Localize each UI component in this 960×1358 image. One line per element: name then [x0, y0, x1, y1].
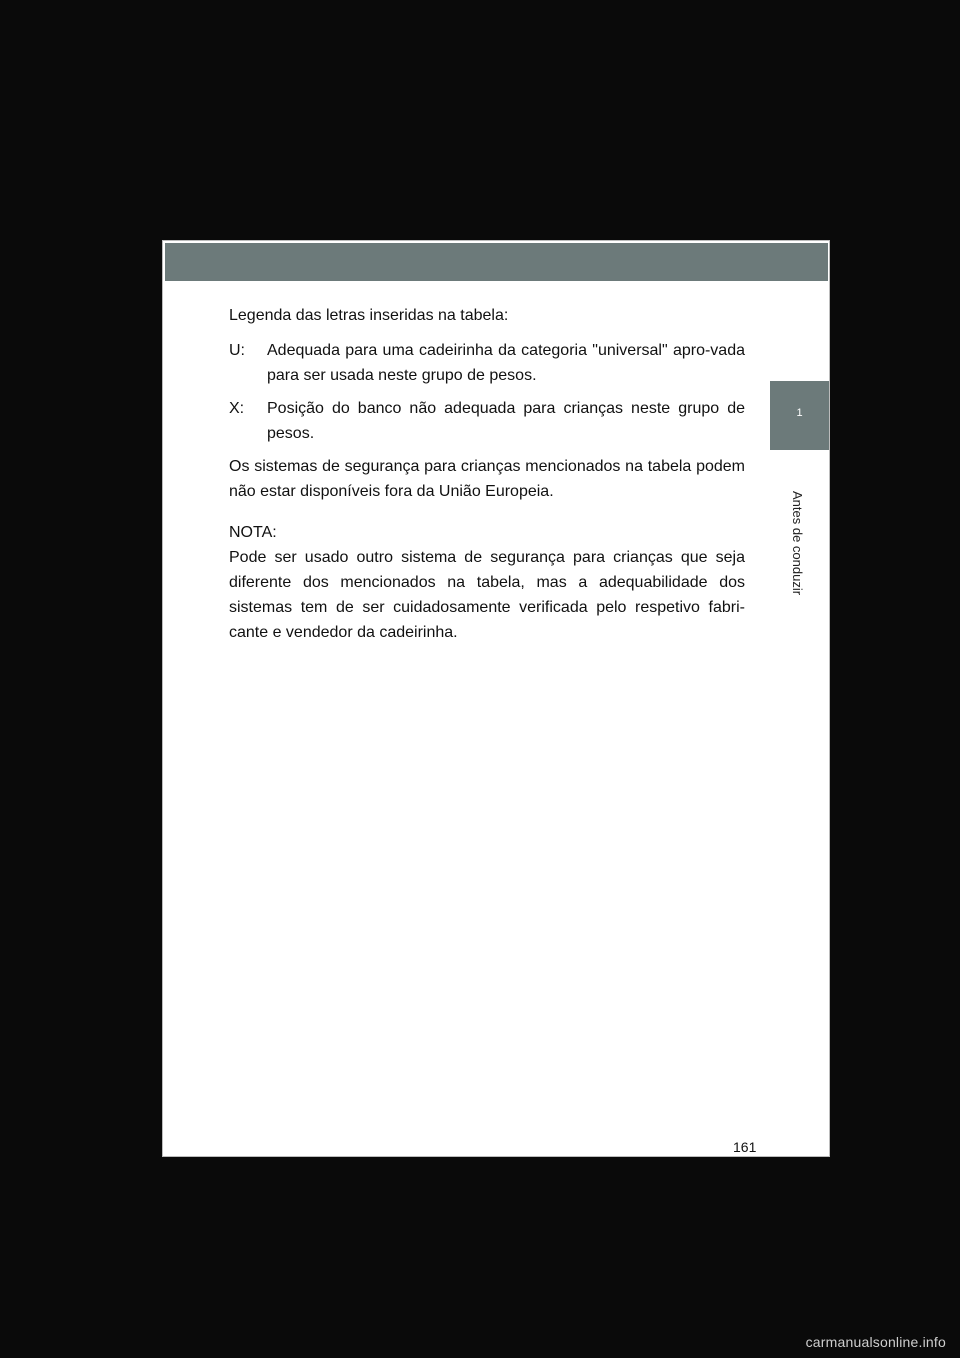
- availability-paragraph: Os sistemas de segurança para crianças mencionados na tabela podem não estar disponíveis fora da União Europeia.: [229, 458, 745, 500]
- legend-text: Posição do banco não adequada para crianças neste grupo de pesos.: [267, 400, 745, 442]
- legend-text: Adequada para uma cadeirinha da categoria "universal" apro-vada para ser usada neste grupo de pesos.: [267, 342, 745, 384]
- legend-item: [229, 396, 745, 446]
- legend-key: U:: [229, 342, 245, 359]
- note-text: Pode ser usado outro sistema de segurança para crianças que seja diferente dos mencionados na tabela, mas a adequabilidade dos sistemas tem de ser cuidadosamente verificada pelo respetivo fabri-cante e vendedor da cadeirinha.: [229, 549, 745, 641]
- legend-title: Legenda das letras inseridas na tabela:: [229, 307, 509, 324]
- page-content: [229, 303, 745, 655]
- legend-key: X:: [229, 400, 245, 417]
- note-title: NOTA:: [229, 524, 277, 541]
- page-number: 161: [733, 1139, 757, 1155]
- chapter-tab: [770, 381, 829, 450]
- chapter-title: Antes de conduzir: [790, 491, 805, 596]
- chapter-number: 1: [796, 407, 803, 419]
- legend-item: [229, 338, 745, 388]
- manual-page: [162, 240, 830, 1157]
- watermark: carmanualsonline.info: [805, 1334, 946, 1350]
- header-band: [165, 243, 828, 281]
